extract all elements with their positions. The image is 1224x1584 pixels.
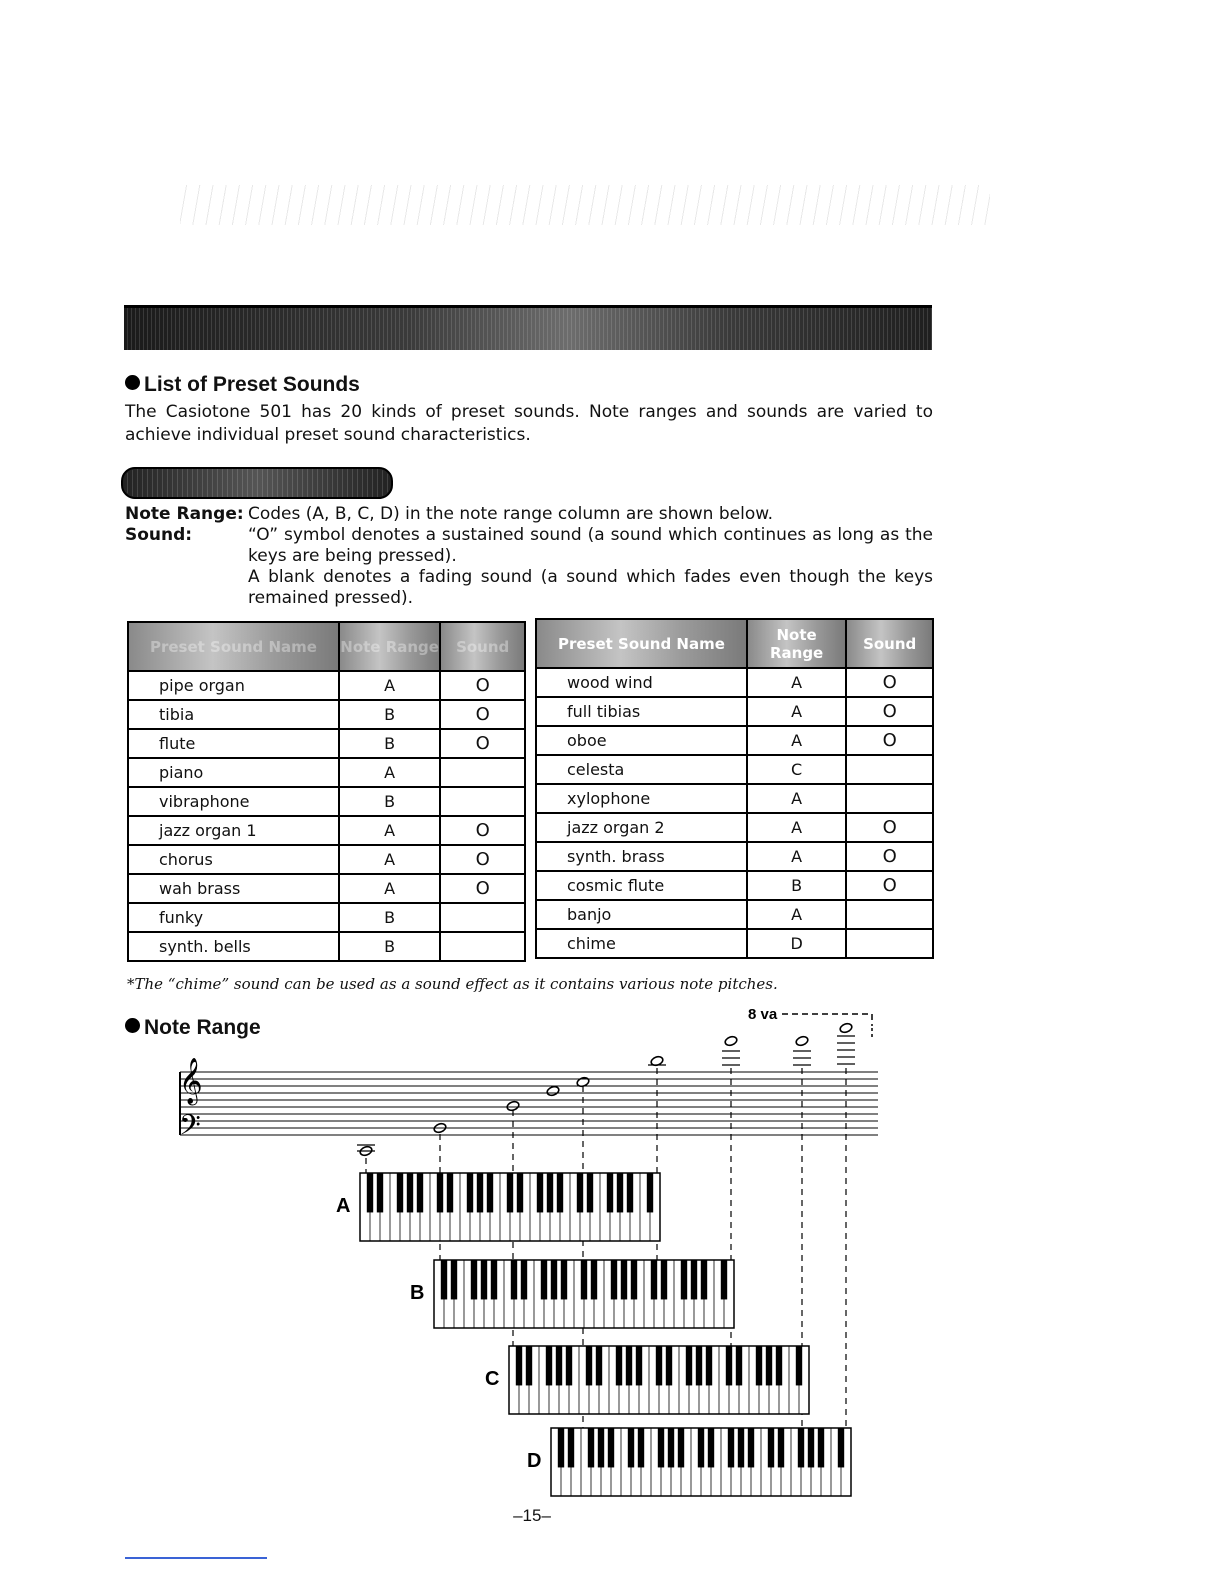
keyboard-d <box>527 1428 851 1496</box>
header-sound: Sound <box>846 619 933 668</box>
note-range-cell: C <box>747 755 846 784</box>
preset-name-cell: banjo <box>536 900 747 929</box>
note-range-cell: A <box>339 874 440 903</box>
sound-cell: O <box>440 671 525 700</box>
black-key <box>586 1346 592 1385</box>
note-range-cell: A <box>747 900 846 929</box>
black-key <box>557 1173 563 1212</box>
black-key <box>587 1173 593 1212</box>
black-key <box>681 1260 687 1299</box>
black-key <box>537 1173 543 1212</box>
keyboard-label: D <box>527 1450 542 1472</box>
note-range-cell: A <box>747 726 846 755</box>
black-key <box>726 1346 732 1385</box>
black-key <box>748 1428 754 1467</box>
table-row <box>536 871 933 900</box>
sound-cell <box>440 903 525 932</box>
black-key <box>611 1260 617 1299</box>
octave-bracket <box>782 1014 872 1026</box>
preset-name-cell: flute <box>128 729 339 758</box>
black-key <box>616 1346 622 1385</box>
black-key <box>516 1346 522 1385</box>
whole-note <box>795 1035 809 1047</box>
black-key <box>568 1428 574 1467</box>
black-key <box>626 1346 632 1385</box>
header-note-range: Note Range <box>339 622 440 671</box>
black-key <box>581 1260 587 1299</box>
note-range-cell: A <box>747 668 846 697</box>
black-key <box>631 1260 637 1299</box>
intro-paragraph: The Casiotone 501 has 20 kinds of preset sounds. Note ranges and sounds are varied to achieve individual preset sound characteristics. <box>125 402 933 445</box>
note-range-cell: B <box>339 700 440 729</box>
note-range-cell: B <box>339 932 440 961</box>
black-key <box>701 1260 707 1299</box>
keyboard-label: B <box>410 1282 425 1304</box>
black-key <box>628 1428 634 1467</box>
sound-cell: O <box>846 726 933 755</box>
preset-name-cell: vibraphone <box>128 787 339 816</box>
black-key <box>686 1346 692 1385</box>
black-key <box>477 1173 483 1212</box>
preset-name-cell: tibia <box>128 700 339 729</box>
black-key <box>617 1173 623 1212</box>
sound-cell: O <box>846 697 933 726</box>
black-key <box>698 1428 704 1467</box>
black-key <box>638 1428 644 1467</box>
black-key <box>661 1260 667 1299</box>
black-key <box>721 1260 727 1299</box>
table-row <box>128 816 525 845</box>
whole-note <box>839 1022 853 1034</box>
sound-cell: O <box>846 871 933 900</box>
table-row <box>536 784 933 813</box>
black-key <box>636 1346 642 1385</box>
note-range-cell: B <box>339 903 440 932</box>
sound-cell <box>846 929 933 958</box>
preset-name-cell: funky <box>128 903 339 932</box>
table-row <box>128 845 525 874</box>
black-key <box>471 1260 477 1299</box>
black-key <box>768 1428 774 1467</box>
black-key <box>377 1173 383 1212</box>
header-note-range: Note Range <box>747 619 846 668</box>
note-range-cell: B <box>339 787 440 816</box>
black-key <box>656 1346 662 1385</box>
table-row <box>128 787 525 816</box>
sound-cell: O <box>846 668 933 697</box>
preset-name-cell: piano <box>128 758 339 787</box>
note-range-cell: A <box>747 697 846 726</box>
black-key <box>367 1173 373 1212</box>
preset-name-cell: celesta <box>536 755 747 784</box>
section-heading-text: List of Preset Sounds <box>144 373 360 396</box>
sound-cell: O <box>846 813 933 842</box>
table-row <box>536 900 933 929</box>
black-key <box>588 1428 594 1467</box>
preset-name-cell: full tibias <box>536 697 747 726</box>
black-key <box>596 1346 602 1385</box>
sound-cell: O <box>440 729 525 758</box>
sound-term: Sound: <box>125 525 193 545</box>
table-row <box>536 697 933 726</box>
black-key <box>441 1260 447 1299</box>
preset-name-cell: wood wind <box>536 668 747 697</box>
bass-clef-icon: 𝄢 <box>179 1109 201 1149</box>
whole-note <box>546 1085 560 1097</box>
preset-name-cell: synth. bells <box>128 932 339 961</box>
black-key <box>551 1260 557 1299</box>
black-key <box>647 1173 653 1212</box>
table-row <box>128 874 525 903</box>
black-key <box>738 1428 744 1467</box>
black-key <box>511 1260 517 1299</box>
note-range-cell: D <box>747 929 846 958</box>
table-row <box>536 668 933 697</box>
keyboard-b <box>410 1260 734 1328</box>
sound-cell: O <box>846 842 933 871</box>
table-row <box>128 700 525 729</box>
black-key <box>447 1173 453 1212</box>
black-key <box>546 1346 552 1385</box>
note-range-cell: A <box>747 784 846 813</box>
sound-cell: O <box>440 816 525 845</box>
black-key <box>808 1428 814 1467</box>
black-key <box>778 1428 784 1467</box>
black-key <box>728 1428 734 1467</box>
black-key <box>766 1346 772 1385</box>
black-key <box>691 1260 697 1299</box>
black-key <box>708 1428 714 1467</box>
page-number: –15– <box>513 1506 551 1525</box>
preset-table-left <box>127 621 526 962</box>
sound-desc-1: “O” symbol denotes a sustained sound (a sound which continues as long as the keys are being pressed). <box>248 525 933 566</box>
black-key <box>696 1346 702 1385</box>
sound-cell: O <box>440 845 525 874</box>
note-range-cell: A <box>747 813 846 842</box>
preset-table-right <box>535 618 934 959</box>
definitions <box>125 504 933 609</box>
black-key <box>491 1260 497 1299</box>
table-row <box>536 755 933 784</box>
black-key <box>706 1346 712 1385</box>
black-key <box>598 1428 604 1467</box>
black-key <box>668 1428 674 1467</box>
table-row <box>536 929 933 958</box>
bullet-icon <box>125 375 140 390</box>
note-range-cell: A <box>747 842 846 871</box>
black-key <box>577 1173 583 1212</box>
grand-staff <box>180 1072 878 1135</box>
sound-desc-2: A blank denotes a fading sound (a sound which fades even though the keys remained pressed). <box>248 567 933 608</box>
black-key <box>776 1346 782 1385</box>
bullet-icon <box>125 1018 140 1033</box>
table-row <box>128 903 525 932</box>
black-key <box>818 1428 824 1467</box>
footnote: *The “chime” sound can be used as a sound effect as it contains various note pitches. <box>127 975 778 993</box>
table-row <box>128 729 525 758</box>
preset-name-cell: wah brass <box>128 874 339 903</box>
note-range-cell: A <box>339 816 440 845</box>
black-key <box>556 1346 562 1385</box>
black-key <box>526 1346 532 1385</box>
black-key <box>838 1428 844 1467</box>
black-key <box>521 1260 527 1299</box>
black-key <box>397 1173 403 1212</box>
sound-cell <box>846 900 933 929</box>
table-row <box>536 726 933 755</box>
note-range-cell: A <box>339 758 440 787</box>
decorative-speckle <box>180 185 990 225</box>
keyboards <box>336 1173 851 1496</box>
black-key <box>627 1173 633 1212</box>
sound-cell: O <box>440 874 525 903</box>
black-key <box>658 1428 664 1467</box>
black-key <box>651 1260 657 1299</box>
table-row <box>536 842 933 871</box>
black-key <box>561 1260 567 1299</box>
black-key <box>558 1428 564 1467</box>
preset-name-cell: synth. brass <box>536 842 747 871</box>
keyboard-c <box>485 1346 809 1414</box>
note-range-diagram <box>170 998 890 1498</box>
black-key <box>621 1260 627 1299</box>
treble-clef-icon: 𝄞 <box>179 1058 203 1104</box>
note-range-cell: B <box>339 729 440 758</box>
preset-name-cell: pipe organ <box>128 671 339 700</box>
header-preset-name: Preset Sound Name <box>128 622 339 671</box>
octave-mark: 8 va <box>748 1006 778 1023</box>
black-key <box>591 1260 597 1299</box>
table-row <box>128 758 525 787</box>
table-row <box>128 932 525 961</box>
note-range-term: Note Range: <box>125 504 244 524</box>
section-banner <box>124 305 932 350</box>
sound-cell <box>846 755 933 784</box>
note-range-cell: A <box>339 845 440 874</box>
keyboard-a <box>336 1173 660 1241</box>
whole-note <box>724 1035 738 1047</box>
sound-cell <box>440 932 525 961</box>
black-key <box>666 1346 672 1385</box>
black-key <box>507 1173 513 1212</box>
note-range-desc: Codes (A, B, C, D) in the note range column are shown below. <box>248 504 773 524</box>
keyboard-label: A <box>336 1195 351 1217</box>
header-preset-name: Preset Sound Name <box>536 619 747 668</box>
note-range-heading-text: Note Range <box>144 1016 261 1039</box>
black-key <box>481 1260 487 1299</box>
black-key <box>798 1428 804 1467</box>
preset-name-cell: chorus <box>128 845 339 874</box>
header-sound: Sound <box>440 622 525 671</box>
preset-name-cell: oboe <box>536 726 747 755</box>
black-key <box>487 1173 493 1212</box>
black-key <box>796 1346 802 1385</box>
black-key <box>756 1346 762 1385</box>
bottom-rule <box>125 1557 267 1559</box>
note-range-cell: A <box>339 671 440 700</box>
black-key <box>736 1346 742 1385</box>
black-key <box>678 1428 684 1467</box>
preset-name-cell: jazz organ 1 <box>128 816 339 845</box>
black-key <box>407 1173 413 1212</box>
preset-name-cell: xylophone <box>536 784 747 813</box>
preset-name-cell: jazz organ 2 <box>536 813 747 842</box>
range-notes <box>357 1022 855 1157</box>
black-key <box>608 1428 614 1467</box>
black-key <box>566 1346 572 1385</box>
preset-name-cell: cosmic flute <box>536 871 747 900</box>
black-key <box>541 1260 547 1299</box>
how-to-read-badge <box>121 467 393 499</box>
black-key <box>517 1173 523 1212</box>
black-key <box>451 1260 457 1299</box>
sound-cell <box>440 758 525 787</box>
table-row <box>536 813 933 842</box>
sound-cell <box>846 784 933 813</box>
black-key <box>547 1173 553 1212</box>
note-range-cell: B <box>747 871 846 900</box>
sound-cell <box>440 787 525 816</box>
sound-cell: O <box>440 700 525 729</box>
preset-name-cell: chime <box>536 929 747 958</box>
section-heading <box>125 373 360 397</box>
keyboard-label: C <box>485 1368 500 1390</box>
black-key <box>437 1173 443 1212</box>
black-key <box>467 1173 473 1212</box>
table-row <box>128 671 525 700</box>
black-key <box>607 1173 613 1212</box>
black-key <box>417 1173 423 1212</box>
